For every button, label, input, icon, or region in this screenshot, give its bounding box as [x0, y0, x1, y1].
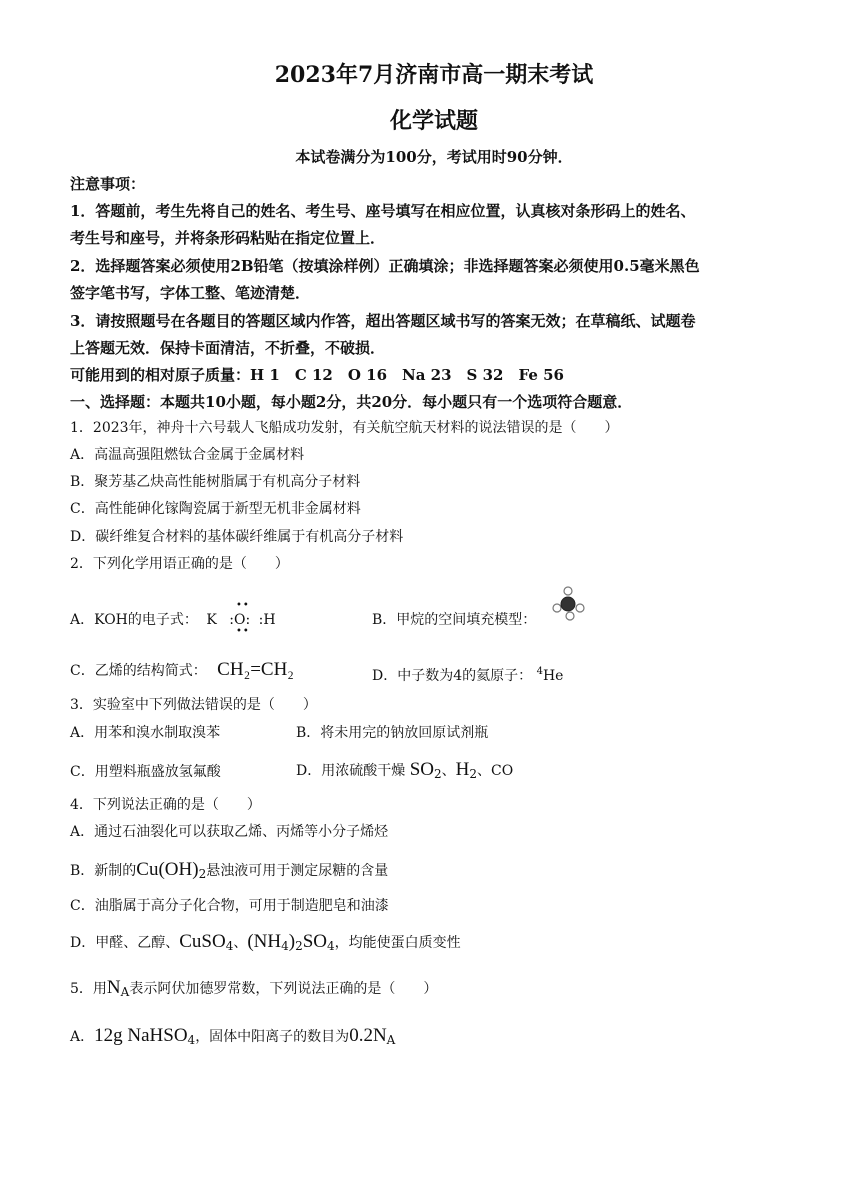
exam-note: 本试卷满分为100分，考试用时90分钟．: [295, 148, 573, 166]
q1-option-d: D．碳纤维复合材料的基体碳纤维属于有机高分子材料: [70, 529, 404, 545]
q5-stem-post: 表示阿伏加德罗常数，下列说法正确的是（ ）: [129, 981, 438, 997]
q3-d-so2-sub: 2: [433, 767, 442, 781]
q2-a-dots-top: ••: [236, 600, 250, 611]
q4-d-nh4-sub: 4: [281, 939, 289, 953]
notice-item-1-line-2: 考生号和座号，并将条形码粘贴在指定位置上．: [70, 229, 386, 247]
q5-a-count-sub: A: [386, 1033, 396, 1047]
q3-d-sep-1: 、: [441, 763, 456, 779]
q5-a-pre: A．: [70, 1029, 95, 1045]
notice-item-1-line-1: 1．答题前，考生先将自己的姓名、考生号、座号填写在相应位置，认真核对条形码上的姓名、: [70, 202, 696, 220]
q4-d-nh4-b: ): [288, 931, 296, 952]
q2-option-c-label: C．乙烯的结构简式：: [70, 663, 207, 679]
q2-option-d: [372, 662, 563, 686]
q4-option-d: [70, 932, 461, 956]
q5-a-nahso4: 12g NaHSO: [94, 1025, 188, 1046]
q3-option-a: A．用苯和溴水制取溴苯: [70, 725, 221, 741]
q2-option-c: [70, 660, 294, 681]
q2-a-oxygen: :O:: [229, 612, 251, 628]
q4-d-so4: SO: [302, 931, 328, 952]
q4-d-nh4-a: (NH: [247, 931, 282, 952]
q3-d-h2: H: [455, 759, 470, 780]
q2-d-element: He: [542, 668, 564, 684]
q2-stem: 2．下列化学用语正确的是（ ）: [70, 556, 289, 572]
notice-item-2-line-1: 2．选择题答案必须使用2B铅笔（按填涂样例）正确填涂；非选择题答案必须使用0.5毫米黑色: [70, 257, 700, 275]
notice-item-3-line-2: 上答题无效．保持卡面清洁，不折叠，不破损．: [70, 339, 386, 357]
q3-d-so2: SO: [409, 759, 434, 780]
q1-option-a: A．高温高强阻燃钛合金属于金属材料: [70, 447, 305, 463]
q1-stem: 1．2023年，神舟十六号载人飞船成功发射，有关航空航天材料的说法错误的是（ ）: [70, 420, 619, 436]
q3-option-d: [296, 760, 513, 784]
q5-stem: [70, 978, 437, 1002]
q2-a-hydrogen: :H: [258, 612, 276, 628]
q4-d-sep: 、: [233, 935, 248, 951]
q2-option-a-label: A．KOH的电子式：: [70, 612, 198, 628]
atomic-mass-line: 可能用到的相对原子质量：H 1 C 12 O 16 Na 23 S 32 Fe 56: [70, 366, 564, 384]
q4-d-post: ，均能使蛋白质变性: [334, 935, 461, 951]
q5-option-a: [70, 1026, 395, 1050]
q2-c-formula: CH₂=CH₂: [217, 659, 294, 680]
q2-a-dots-bottom: ••: [236, 626, 250, 637]
q2-d-mass-number: 4: [536, 666, 543, 677]
q4-option-c: C．油脂属于高分子化合物，可用于制造肥皂和油漆: [70, 898, 389, 914]
q4-option-a: A．通过石油裂化可以获取乙烯、丙烯等小分子烯烃: [70, 824, 389, 840]
q4-b-post: 悬浊液可用于测定尿糖的含量: [206, 863, 389, 879]
q4-d-pre: D．甲醛、乙醇、: [70, 935, 180, 951]
q2-a-potassium: K: [206, 612, 217, 628]
q5-stem-na-sub: A: [120, 985, 130, 999]
methane-space-filling-model-icon: [550, 586, 588, 622]
q4-b-pre: B．新制的: [70, 863, 137, 879]
q3-d-h2-sub: 2: [469, 767, 477, 781]
notice-heading: 注意事项：: [70, 175, 146, 193]
notice-item-2-line-2: 签字笔书写，字体工整、笔迹清楚．: [70, 284, 311, 302]
q4-stem: 4．下列说法正确的是（ ）: [70, 797, 261, 813]
q4-d-so4-sub: 4: [327, 939, 335, 953]
q3-option-b: B．将未用完的钠放回原试剂瓶: [296, 725, 489, 741]
q5-stem-na: N: [106, 977, 121, 998]
q5-a-mid: ，固体中阳离子的数目为: [195, 1029, 350, 1045]
q5-stem-pre: 5．用: [70, 981, 107, 997]
q2-option-b-label: B．甲烷的空间填充模型：: [372, 612, 537, 628]
q5-a-count: 0.2N: [349, 1025, 387, 1046]
q3-option-c: C．用塑料瓶盛放氢氟酸: [70, 764, 221, 780]
exam-subtitle: 化学试题: [389, 108, 478, 134]
q1-option-c: C．高性能砷化镓陶瓷属于新型无机非金属材料: [70, 501, 361, 517]
notice-item-3-line-1: 3．请按照题号在各题目的答题区域内作答，超出答题区域书写的答案无效；在草稿纸、试题卷: [70, 312, 696, 330]
section-1-heading: 一、选择题：本题共10小题，每小题2分，共20分．每小题只有一个选项符合题意．: [70, 393, 633, 411]
q3-d-sep-2: 、CO: [477, 763, 514, 779]
q4-d-cuso4-sub: 4: [225, 939, 234, 953]
q4-d-nh4-b-sub: 2: [295, 939, 303, 953]
q1-option-b: B．聚芳基乙炔高性能树脂属于有机高分子材料: [70, 474, 361, 490]
exam-title: 2023年7月济南市高一期末考试: [274, 62, 594, 88]
q5-a-nahso4-sub: 4: [187, 1033, 196, 1047]
q4-b-formula: Cu(OH): [136, 859, 199, 880]
q3-d-label: D．用浓硫酸干燥: [296, 763, 406, 779]
q4-b-formula-sub: 2: [198, 867, 207, 881]
q3-stem: 3．实验室中下列做法错误的是（ ）: [70, 697, 317, 713]
q4-option-b: [70, 860, 388, 884]
q2-option-d-label: D．中子数为4的氦原子：: [372, 668, 533, 684]
q2-option-b: [372, 610, 536, 630]
q4-d-cuso4: CuSO: [179, 931, 226, 952]
